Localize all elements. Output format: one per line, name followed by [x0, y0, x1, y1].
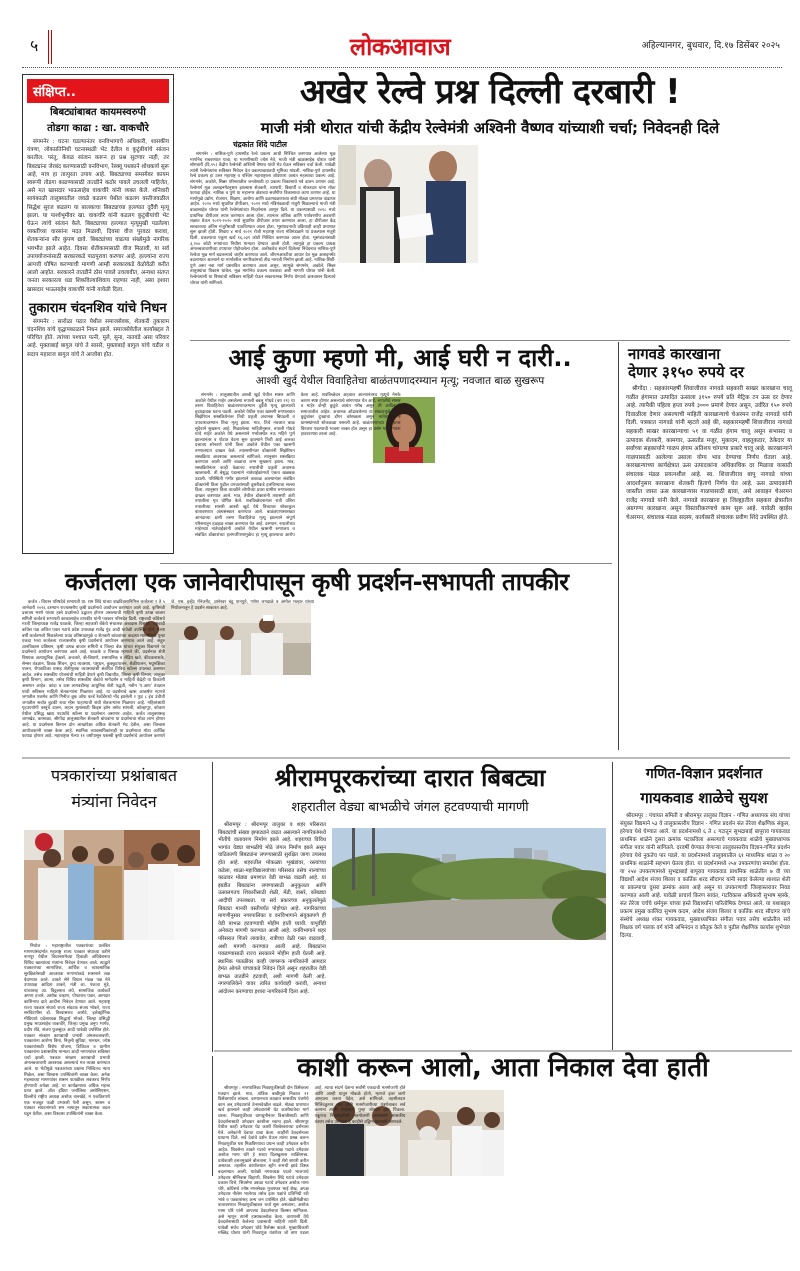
bibtya-headline: श्रीरामपूरकरांच्या दारात बिबट्या: [274, 764, 546, 792]
brief-box: [22, 74, 174, 554]
patrakar-photo: [24, 830, 200, 940]
column-divider: [612, 762, 613, 1052]
mother-body: संगमनेर : तालुक्यातील आश्वी खुर्द येथील सासर आणि अकोले येथील माहेर असलेल्या रुपाली बबलू गोधडे (वय २१) या तरुण विवाहितेचा बाळंतपणादरम्यान दुर्दैवी मृत्यू झाल्याची हृदयद्रावक घटना घडली. अकोले येथील एका खासगी रुग्णालयात सिझेरियन शस्त्रक्रियेनंतर तिची प्रकृती अचानक बिघडली व उपचारादरम्यान तिचा मृत्यू झाला. मात्र, तिचे नवजात बाळ सुदैवाने सुखरूप आहे. मिळालेल्या माहितीनुसार, रुपाली गोधडे यांचे माहेर अकोले येथे असल्याने गर्भावस्थेत नऊ महिने पूर्ण झाल्यानंतर व पोटात वेदना सुरू झाल्याने तिची आई अलका दत्तात्रय सोनवणे यांनी तिला अकोले येथील एका खासगी रुग्णालयात दाखल केले. तपासणीनंतर डॉक्टरांनी सिझेरियन शस्त्रक्रिया आवश्यक असल्याचे सांगितले. त्यानुसार शस्त्रक्रिया करण्यात आली आणि बाळाचा जन्म सुखरूप झाला. मात्र, शस्त्रक्रियेनंतर काही वेळातच रुपालीची प्रकृती अचानक खालावली. ती बेशुद्ध पडल्याने नातेवाईकांमध्ये एकच खळबळ उडाली. परिस्थिती गंभीर झाल्याने तत्काळ आल्यानंतर संबंधित डॉक्टरांनी तिला पुढील उपचारांसाठी दुसरीकडे हलविण्याचा सल्ला दिला. त्यानुसार तिला तातडीने लोणीच्या प्रवरा ग्रामीण रुग्णालयात दाखल करण्यात आले. मात्र, तेथील डॉक्टरांनी तपासणी अंती रुपालीला मृत घोषित केले. शवविच्छेदनानंतर रात्री उशिरा रुपालीच्या सासरी आश्वी खुर्द येथे तिच्यावर शोकाकुल वातावरणात अंत्यसंस्कार करण्यात आले. बाळंतपणासारख्या आनंदाच्या क्षणी तरुण विवाहितेचा मृत्यू झाल्याने संपूर्ण परिसरातून हळहळ व्यक्त करण्यात येत आहे. दरम्यान, रुपालीच्या माहेरच्या नातेवाईकांनी अकोले येथील खासगी रुग्णालय व संबंधित डॉक्टरांच्या हलगर्जीपणामुळेच हा मृत्यू झाल्याचा आरोप केला आहे. शवविच्छेदन अहवाल आल्यानंतरच मृत्यूचे नेमके कारण स्पष्ट होणार असल्याचे सांगण्यात येत आहे. रुपालीचे सासर व माहेर दोन्ही कुटुंबे अत्यंत गरीब असून ती आदिवासी समाजातील आहेत. अचानक ओढावलेल्या या संकटामुळे दोन्ही कुटुंबांवर दुःखाचा डोंगर कोसळला असून नातेवाईक व ग्रामस्थांमध्ये शोककळा पसरली आहे. बाळंतपणाच्या आनंदावर विरजण पडल्याची भावना व्यक्त होत असून हा प्रसंग गावकऱ्यांना हादरवणारा ठरला आहे.: [195, 393, 401, 538]
brief-story1-title-line1: बिबट्यांबाबत कायमस्वरुपी: [50, 107, 146, 118]
section-divider: [22, 757, 790, 759]
mother-headline: आई कुणा म्हणो मी, आई घरी न दारी..: [228, 344, 572, 372]
patrakar-title-line1: पत्रकारांच्या प्रश्नांबाबत: [51, 766, 177, 785]
mother-subhead: आश्वी खुर्द येथील विवाहितेचा बाळंतपणादरम्यान मृत्यू; नवजात बाळ सुखरूप: [255, 375, 545, 387]
sugar-title-line2: देणार ३१५० रुपये दर: [628, 363, 744, 381]
lead-subhead: माजी मंत्री थोरात यांची केंद्रीय रेल्वेमंत्री अश्विनी वैष्णव यांच्याशी चर्चा; निवेदनही दिले: [260, 119, 720, 137]
bibtya-photo: [332, 828, 606, 940]
brief-story2-body: संगमनेर : सारोळा पठार येथील समाजसेवक, शेतकरी तुकाराम चंदनशिव यांचे वृद्धापकाळाने निधन झाले. समाजसेवेतील कार्याबद्दल ते परिचित होते. त्यांच्या पश्चात पत्नी, मुले, सुना, नातवंडे असा परिवार आहे. मुक्ताबाई बागुल यांचे ते सासरे, मुक्ताबाई बागुल यांचे वडील व सदाप महाराज बागुल यांचे ते आजोबा होत.: [27, 318, 169, 358]
divider: [160, 563, 612, 564]
bibtya-subhead: शहरातील वेड्या बाभळीचे जंगल हटवण्याची मागणी: [291, 800, 529, 815]
ganit-body: श्रीरामपूर : पंचायत समिती व श्रीरामपूर तालुका विज्ञान - गणित अध्यापक संघ यांच्या संयुक्त विद्यमाने ५३ वे तालुकास्तरीय विज्ञान - गणित प्रदर्शन संत तेरेजा शैक्षणिक संकुल, हरेगाव येथे घेण्यात आले. या प्रदर्शनामध्ये ६ ते ८ गटातून सुभद्राबाई बापूराव गायकवाड प्राथमिक शाळेने दुसरा क्रमांक पटकविला असल्याचे गायकवाड शाळेचे मुख्याध्यापक संगीता पवार यांनी सांगितले. दरवर्षी घेण्यात येणाऱ्या तालुकास्तरीय विज्ञान-गणित प्रदर्शन हरेगाव येथे नुकतेच पार पडले. या प्रदर्शनामध्ये तालुक्यातील ६१ माध्यमिक शाळा व २० प्राथमिक शाळांनी सहभाग घेतला होता. या प्रदर्शनामध्ये २५४ उपकरणांचा समावेश होता. या २५४ उपकरणामध्ये सुभद्राबाई बापूराव गायकवाड प्राथमिक शाळेतील ७ वी च्या विद्यार्थी आदेश संजय शिलार व कार्तिक शरद सौदागर यांनी सादर केलेल्या शाश्वत शेती या प्रकल्पाचा दुसरा क्रमांक आला आहे असून या उपकरणाची जिल्हास्तरावर निवड करण्यात आली आहे. यावेळी प्राचार्य किरण सावंत, गटविकास अधिकारी सुभाष म्हस्के, संत तेरेजा चर्चचे धर्मगुरू यांच्या हस्ते विद्यार्थ्यांना पारितोषिक देण्यात आले. या यशाबद्दल प्रकल्प प्रमुख कालिंदा सुभाष कदम, आदेश संजय शिलार व कार्तिक शरद सौदागर यांचे संस्थेचे अध्यक्ष शंकर गायकवाड, मुख्याध्यापिका संगीता पवार तसेच शाळेतील सर्व शिक्षक वर्ग पालक वर्ग यांनी अभिनंदन व कौतुक केले व पुढील शैक्षणिक कार्यास शुभेच्छा दिल्या.: [620, 813, 790, 939]
sugar-body: श्रीगोंदा : सहकारमहर्षी शिवाजीराव नागवडे सहकारी साखर कारखाना चालू गळीत हंगामात उत्पादित ऊसाला ३१५० रुपये प्रति मेट्रिक टन ऊस दर देणार आहे. त्यापैकी पहिला हप्ता रुपये ३००० प्रमाणे देणार असून, उर्वरित १५० रुपये दिवाळीला देणार असल्याची माहिती कारखान्याचे चेअरमन राजेंद्र नागवडे यांनी दिली. पत्रकात नागवडे यांनी म्हटले आहे की, सहकारमहर्षी शिवाजीराव नागवडे सहकारी साखर कारखान्याचा ५१ वा गळीत हंगाम चालू असून सभासद व उत्पादक शेतकरी, कामगार, ऊसतोड मजूर, मुकादम, वाहतूकदार, ठेकेदार या सर्वांच्या सहकार्याने गाळप हंगाम अतिशय चांगल्या प्रकारे चालू आहे. कारखान्याने गाळपासाठी आलेल्या उसाला योग्य भाव देण्याचा निर्णय घेतला आहे. कारखान्याच्या कार्यक्षेत्रात ऊस उत्पादकांना अधिकाधिक दर मिळावा यासाठी संचालक मंडळ प्रयत्नशील आहे. स्व. शिवाजीराव बापू नागवडे यांच्या आदर्शानुसार कारखाना शेतकरी हिताचे निर्णय घेत आहे. ऊस उत्पादकांनी जास्तीत जास्त ऊस कारखान्यास गाळपासाठी द्यावा, असे आवाहन चेअरमन राजेंद्र नागवडे यांनी केले. नागवडे कारखाना हा जिल्ह्यातील सहकार क्षेत्रातील अग्रगण्य कारखाना असून विस्तारीकरणाचे काम सुरू आहे. यावेळी व्हाईस चेअरमन, संचालक मंडळ सदस्य, कार्यकारी संचालक प्रवीण शिंदे उपस्थित होते.: [626, 386, 792, 521]
masthead-rule: [22, 67, 782, 68]
column-divider: [212, 1056, 213, 1176]
brief-story1-title-line2: तोडगा काढा : खा. वाकचौरे: [47, 123, 149, 134]
patrakar-body: निघोज : महाराष्ट्रातील पत्रकारांच्या प्रलंबित मागण्यांसंदर्भात महाराष्ट्र राज्य पत्रकार संघाच्या वतीने नागपूर येथील विधानसभेच्या हिवाळी अधिवेशनात विविध खात्यांच्या मंत्र्यांना निवेदन देण्यात आले. त्याद्वारे पत्रकारांच्या सामाजिक, आर्थिक व व्यावसायिक सुरक्षिततेसाठी आवश्यक मागण्यांकडे शासनाने लक्ष वेधण्यात आले. ठाकरे सेने विधान मंडळ पक्ष नेते उपाध्यक्ष आदित्य ठाकरे, मंत्री आ. पंकजा मुंडे, यांच्यासह आ. विठ्ठलराव लंघे, सामाजिक कार्यकर्ते अण्णा हजारे, अशोक चव्हाण, पोपटराव पवार, आमदार काशिनाथ दाते आदींना निवेदन देण्यात आले. महाराष्ट्र राज्य पत्रकार संघाचे राज्य संघटक संजय भोकरे, राज्य सरचिटणीस डॉ. विश्वासराव आरोटे, इलेक्ट्रॉनिक मीडियाचे प्रदेशाध्यक्ष सिद्धार्थ भोकरे, जिल्हा प्रसिद्धी प्रमुख भाऊसाहेब वाकचौरे, जिल्हा प्रमुख अनुप भार्गव, प्रदीप शेंडे, संजय फुलसुंदर आदी यावेळी उपस्थित होते. पत्रकार संरक्षण कायद्याची प्रभावी अंमलबजावणी, पत्रकारांना आरोग्य विमा, निवृत्ती सुविधा, मानधन, ज्येष्ठ पत्रकारांसाठी विशेष योजना, डिजिटल व ग्रामीण पत्रकारांना प्रशासकीय मान्यता आदी मागण्यांवर सविस्तर चर्चा झाली. पत्रकार संरक्षण कायद्याची प्रभावी अंमलबजावणी आवश्यक असल्याचे मत व्यक्त करण्यात आले. या भेटीमुळे पत्रकारांच्या प्रश्नांना निश्चितच न्याय मिळेल, असा विश्वास उपस्थितांनी व्यक्त केला. अनेक महत्त्वाच्या मागण्यांवर शासन पातळीवर लवकरच निर्णय होण्याची अपेक्षा आहे. या कार्यक्रमाला अधिक महत्त्व प्राप्त झाले. ऑल इंडिया जर्नालिस्ट असोसिएशन, दिल्लीचे राष्ट्रीय अध्यक्ष अशोक वानखेडे, म एकत्रितपणे एक मजबूत फळी उभारली गेली असून, शासन व पत्रकार संघटनांमध्ये सम न्वयातून सकारात्मक बदल घडून येतील, असा विश्वास उपस्थितांनी व्यक्त केला.: [24, 944, 110, 1117]
krushi-body: कर्जत : विधान परिषदेचे सभापती प्रा. राम शिंदे यांच्या वाढदिवसानिमित्त कर्जतला १ ते ५ जानेवारी २०२६ दरम्यान राज्यस्तरीय कृषी प्रदर्शनाचे आयोजन करण्यात आले आहे. कृषिमंत्री दत्तात्रय भरणे यांच्या हस्ते प्रदर्शनाचे उद्घाटन होणार असल्याची माहिती कृषी उत्पन्न बाजार समिती कर्जतचे सभापती काकासाहेब तापकीर यांनी पत्रकार परिषदेत दिली. राष्ट्रवादी काँग्रेसचे माजी जिल्हाध्यक्ष राजेंद्र फाळके, जिल्हा सहकारी बँकेचे संचालक अंबादास पिसाळ, राष्ट्रवादी काँग्रेस पक्ष अजित पवार गटाचे प्रदेश उपाध्यक्ष राजेंद्र गुंड आदी यावेळी उपस्थित होते. गेल्या वर्षी कर्जतमध्ये मिळालेल्या प्रचंड प्रतिसादामुळे व शेतकरी बांधवांच्या वाढत्या मागणीमुळे पुन्हा एकदा भव्य कर्जतला राज्यस्तरीय कृषी प्रदर्शनाचे आयोजन करण्यात आले आहे. सद्गुरु ज्ञानविकास प्रतिष्ठान, कृषी उत्पन्न बाजार समिती व जिल्हा बँक यांच्या संयुक्त विद्यमाने या प्रदर्शनाचे आयोजन करण्यात आले आहे. फाळके व पिसाळ म्हणाले की, प्रदर्शनात शेती विषयक अत्याधुनिक ट्रॅक्टर्स, अवजारे, बी-बियाणे, रासायनिक व सेंद्रिय खते, कीटकनाशके, सेन्सर तंत्रज्ञान, ठिबक सिंचन, दुग्ध व्यवसाय, पशुधन, कुक्कुटपालन, शेळीपालन, मधुमक्षिका पालन, रोपवाटिका यासह शेतीमूलक व्यवसायांशी संबंधित विविध स्टॉल्स उपलब्ध असणार आहेत. तसेच शासकीय योजनांची माहिती देणारे कृषी विद्यापीठ, जिल्हा कृषी विभाग, तालुका कृषी विभाग, आत्मा, तसेच विविध शासकीय बँकांचे मार्गदर्शन व माहिती केंद्रेही या ठिकाणी असणार आहेत. कांदा व ऊस लागवडीसह आधुनिक शेती पद्धती, नवीन 'ए.आय' तंत्रज्ञान यांची सविस्तर माहिती शेतकऱ्यांना मिळणार आहे. या प्रदर्शनाचे खास आकर्षण म्हणजे जगातील एकमेव आणि गिनीज बुक ऑफ वर्ल्ड रेकॉर्डमध्ये नोंद झालेली २ फूट ८ इंच उंचीची जगातील सर्वात बुटकी राधा म्हैस पाहण्याची संधी शेतकऱ्यांना मिळणार आहे. महिलांसाठी गृहउपयोगी वस्तूंचे दालन, लहान मुलांसाठी किड्स झोन तसेच सांगली, कोल्हापूर, कोकण येथील प्रसिद्ध खाद्य पदार्थांचे स्टॉल्स या प्रदर्शनात असणार आहेत. कर्जत तालुक्यासह जामखेड, करमाळा, श्रीगोंदा तालुक्यातील शेतकरी बांधवांना या प्रदर्शनाचा मोठा लाभ होणार आहे. या प्रदर्शनास किमान दोन लाखांपेक्षा अधिक शेतकरी भेट देतील, असा विश्वास आयोजकांनी व्यक्त केला आहे. स्थानिक व्यावसायिकांनाही या प्रदर्शनाचा मोठा आर्थिक फायदा होणार आहे. महाराष्ट्रात गेल्या ११ वर्षांपासून यशस्वी कृषी प्रदर्शनांचे आयोजन करणारे जे. एस. इव्हेंट मॅनेजमेंट, ज्ञानेश्वर बंडू पानपुते, गणेश जगदाळे व अमोल मल्हार यांच्या नियोजनातून हे प्रदर्शन साकारत आहे.: [22, 600, 314, 740]
ganit-title-line1: गणित-विज्ञान प्रदर्शनात: [645, 766, 763, 782]
brief-story1-body: संगमनेर : घटना घडल्यानंतर वनविभागाचे अधिकारी, शासकीय यंत्रणा, लोकप्रतिनिधी घटनास्थळी भेट देतील व कुटुंबीयांचे सांत्वन करतील. परंतु, केवळ सांत्वन करून हा प्रश्न सुटणार नाही, तर बिबट्यांना जेरबंद करण्यासाठी वनविभाग, रेस्क्यू पथकाने शोधकार्य सुरू आहे, मात्र हा तात्पुरता उपाय आहे. बिबट्याच्या समस्येवर कायम स्वरूपी तोडगा काढण्यासाठी तातडीने कठोर पावले उचलली पाहिजेत, असे मत खासदार भाऊसाहेब वाकचौरे यांनी व्यक्त केले. शनिवारी सायंकाळी तालुक्यातील जवळे कडलग येथील कडलग वस्तीजवळील सिद्धेश सुरज कडलग या बालकाचा बिबट्याच्या हल्ल्यात दुर्दैवी मृत्यू झाला. या पार्श्वभूमीवर खा. वाकचौरे यांनी कडलग कुटुंबीयांची भेट घेऊन त्यांचे सांत्वन केले. बिबट्याच्या हल्ल्यात मृत्युमुखी पडलेल्या व्यक्तींच्या वारसांना मदत मिळावी, दिवसा वीज पुरवठा करावा, शेतकऱ्यांना सौर कुंपण द्यावे. बिबट्यांच्या वाढत्या संख्येमुळे नागरिक भयभीत झाले आहेत. दिवसा शेतीकामासाठी वीज मिळावी, या सर्व उपाययोजनांसाठी सरकारकडे पाठपुरावा करणार आहे. हल्ल्यांना राज्य आपत्ती घोषित करण्याची मागणी आम्ही सरकारकडे वेळोवेळी करीत आलो आहोत. सरकारने तातडीने ठोस पावले उचलावीत, अन्यथा संतप्त जनता सरकारला धडा शिकविल्याशिवाय राहणार नाही, असा इशारा खासदार भाऊसाहेब वाकचौरे यांनी यावेळी दिला.: [27, 139, 169, 293]
column-divider: [212, 762, 213, 1052]
lead-headline: अखेर रेल्वे प्रश्न दिल्ली दरबारी !: [299, 72, 681, 112]
group-photo-illustration: [24, 830, 200, 940]
patrakar-title-line2: मंत्र्यांना निवेदन: [71, 792, 157, 811]
dateline: अहिल्यानगर, बुधवार, दि.१७ डिसेंबर २०२५: [641, 41, 780, 51]
krushi-headline: कर्जतला एक जानेवारीपासून कृषी प्रदर्शन-सभापती तापकीर: [65, 568, 569, 596]
divider: [190, 340, 790, 341]
babhul-jungle-illustration: [332, 828, 606, 940]
brief-story2-title: तुकाराम चंदनशिव यांचे निधन: [29, 300, 167, 316]
page-number: ५: [30, 36, 39, 55]
brief-label: संक्षिप्त..: [27, 79, 169, 103]
lead-col-1: [190, 140, 330, 152]
newspaper-logo: लोकआवाज: [349, 33, 451, 61]
bibtya-body: श्रीरामपूर : श्रीरामपूर तालुका व शहर परिसरात बिबट्यांची संख्या झपाट्याने वाढत असल्याने नागरिकांमध्ये भीतीचे वातावरण निर्माण झाले आहे. शहराच्या विविध भागांत वेड्या बाभळीचे मोठे जंगल निर्माण झाले असून याठिकाणी बिबट्यांना लपण्यासाठी सुरक्षित जागा उपलब्ध होत आहे. शहरातील मोकळ्या भूखंडांवर, रस्त्यांच्या कडेला, शाळा-महाविद्यालयांच्या परिसरात तसेच नाल्यांच्या काठावर मोठ्या प्रमाणात वेडी बाभळ वाढली आहे. या झाडीत बिबट्यांना लपण्यासाठी अनुकूलता आणि ऊसालगतच शिकारीसाठी शेळी, मेंढी, वासरे, कोंबड्या आदींची उपलब्धता. या सर्व प्रकारच्या अनुकूलतेमुळे बिबट्या मानवी वस्तीपर्यंत पोहोचत आहे. नागरिकांच्या मागणीनुसार नगरपालिका व वनविभागाने संयुक्तपणे ही वेडी बाभळ हटवण्याची मोहीम हाती घ्यावी. यापूर्वीही अनेकदा मागणी करण्यात आली आहे. वनविभागाने शहर परिसरात पिंजरे लावावेत, रात्रीच्या वेळी गस्त वाढवावी, अशी मागणी करण्यात आली आहे. बिबट्यांना पकडण्यासाठी राज्य सरकारने मोहीम हाती घेतली आहे. स्थानिक पातळीवर काही जागरूक नागरिकांनी आमदार हेमंत ओगले यांच्याकडे निवेदन दिले असून शहरातील वेडी बाभळ तातडीने हटवावी, अशी मागणी केली आहे. नगरपालिकेने यावर त्वरित कार्यवाही करावी, अन्यथा आंदोलन करण्याचा इशारा नागरिकांनी दिला आहे.: [218, 822, 326, 996]
lead-byline: चंद्रकांत शिंदे पाटील: [233, 140, 287, 149]
kashi-body: श्रीरामपूर : नगरपालिका निवडणुकीसाठी दोन डिसेंबरला मतदान झाले. मात्र, तांत्रिक बाबींमुळे निकाल २१ डिसेंबरपर्यंत लांबला. दरम्यानच्या काळात शासकीय यंत्रणेचे काम अन् उमेदवारांचे टेन्शनदेखील वाढले. मोठ्या प्रमाणात खर्च झाल्याने काही उमेदवारांनी थेट काशीयात्रेचा मार्ग धरला. निवडणुकीच्या धामधुमीनंतर विश्रांतीसाठी आणि देवदर्शनासाठी उमेदवार काशीला रवाना झाले. श्रीरामपूर येथील काही उमेदवार थेट काशी विश्वेश्वराच्या दर्शनाला गेले. अनेकांनी देवाचा धावा केला. काहींनी देवदर्शनाला प्राधान्य दिले. सर्व देवांचे दर्शन घेऊन त्यांना प्रसन्न करून निवडणुकीत यश मिळविण्याचा प्रयत्न काही उमेदवार करीत आहेत. शिवसेना ठाकरे गटाचे नगराध्यक्ष पदाचे उमेदवार अशोक मामा थोरे हे सध्या दिलखुलास व्यक्तिमत्त्व. प्रत्येकाशी हसतमुखाने बोलताना, रे काही शेरो शायरी करीत असतात. तहसील कार्यालयात स्ट्रॉंग रूमची झाडे डिस्क बदलण्यात आली. यावेळी नगराध्यक्ष पदाचे भाजपाचे उमेदवार श्रीनिवास बिहाणी, शिवसेना शिंदे गटाचे उमेदवार प्रकाश चित्ते, शिवसेना उबाठा गटाचे उमेदवार अशोक मामा थोरे, काँग्रेसचे ज्येष्ठ नगरसेवक मुजफ्फर भाई शेख, अपक्ष उमेदवार नीलेश भालेराव तसेच इतर पक्षांचे प्रतिनिधी रवी भांबे व पत्रकारांसह अन्य जन उपस्थित होते. खेळीमेळीच्या वातावरणात निवडणुकीबाबत चर्चा सुरू असताना, अशोक मामा थोरे यांनी आपल्या देवदर्शनाचा किस्सा सांगितला. असे म्हणून त्यांनी हास्यकल्लोळ केला. वाराणसी येथे देवदर्शनासाठी केलेल्या प्रवासाची माहिती त्यांनी दिली. यावेळी सर्वच उमेदवार थोडे रिलॅक्स वाटले. मुख्याधिकारी मच्छिंद्र घोलप यांनी निवडणूक यंत्रणेवर जो ताण पडला आहे, त्याचा संदर्भ देताना सर्वांनी एकदाची मतमोजणी होते आणि आम्ही यातून मोकळे होतो, म्हणजे इतर जाणे आम्हाला करता येईल, असे सांगितले. तहसीलदार मिलिंदकुमार वाघ यांनी मतमोजणीच्या यंत्रणेबाबत सर्व कल्पना त्यांनी मांडल्याने पुन्हा जोरदार हशा पिकला. एकूणच निवडणुकीची मतमोजणी लांबल्याने शासकीय यंत्रणा तसेच उमेदवार हे काहीसे उद्विग्न झाल्याने जाणवले.: [218, 1086, 406, 1237]
lead-body: संगमनेर : नाशिक-पुणे हायस्पीड रेल्वे प्रकल्प आधी निश्चित करण्यात आलेल्या मूळ मार्गानेच राबवण्यात यावा, या मागणीसाठी ज्येष्ठ नेते, माजी मंत्री बाळासाहेब थोरात यांनी सोमवारी (दि.१५) केंद्रीय रेल्वेमंत्री अश्विनी वैष्णव यांची भेट घेऊन सविस्तर चर्चा केली. यावेळी त्यांनी रेल्वेमंत्र्यांना सविस्तर निवेदन देत प्रकल्पाबाबतची भूमिका मांडली. नाशिक-पुणे हायस्पीड रेल्वे प्रकल्प हा उत्तर महाराष्ट्र व पश्चिम महाराष्ट्राला जोडणारा अत्यंत महत्त्वाचा प्रकल्प आहे. संगमनेर, अकोले, सिन्नर परिसरातील जनतेसाठी हा प्रकल्प विकासाचे नवे दालन ठरणार आहे. रेल्वेमार्ग मूळ अलाइनमेंटनुसार झाल्यास शेतकरी, व्यापारी, विद्यार्थी व नोकरदार यांना मोठा फायदा होईल. नाशिक व पुणे या महानगर क्षेत्राच्या सर्वांगीण विकासाचा कणा ठरणार आहे. या मार्गामुळे उद्योग, रोजगार, शिक्षण, आरोग्य आणि दळणवळणाच्या संधी मोठ्या प्रमाणात वाढणार आहेत. २०२० मध्ये सुधारित डीपीआर, २०२१ मध्ये मंत्रिमंडळाची मंजुरी मिळाल्याचे माजी मंत्री बाळासाहेब थोरात यांनी रेल्वेमंत्र्यांच्या निदर्शनास आणून दिले. या प्रकल्पासाठी २०१८ मध्ये प्राथमिक डीपीआर तयार करण्यात आला होता. त्यानंतर तांत्रिक आणि पर्यावरणीय अडचणी लक्षात घेऊन २०१९-२०२० मध्ये सुधारित डीपीआर तयार करण्यात आला. हा डीपीआर केंद्र सरकारच्या अंतिम मंजुरीसाठी पाठविण्यात आला होता. भूसंपादनाची प्रक्रियाही काही प्रमाणात सुरू झाली होती. शिवाय ४ मार्च २०२१ रोजी महाराष्ट्र राज्य मंत्रिमंडळाने या प्रकल्पास मंजुरी दिली. प्रकल्पाचा एकूण खर्च १६,०३९ कोटी निश्चित करण्यात आला होता. भूसंपादनासाठी ३,२०० कोटी रुपयांच्या निधीस मान्यता देण्यात आली होती. त्यामुळे हा प्रकल्प प्रत्यक्ष अंमलबजावणीच्या टप्प्यावर पोहोचलेला होता. अलीकडेच संदर्भ दिलेल्या निवेदनात नाशिक-पुणे रेल्वेचा मूळ मार्ग बदलल्याचे जाहीर करण्यात आले. जीएमआरटीचा आधार देत मूळ अलाइनमेंट बदलण्यात आल्याने या मार्गावरील नागरिकांमध्ये तीव्र नाराजी निर्माण झाली आहे. नाशिक-शिर्डी-पुणे असा नवा मार्ग प्रस्तावित करण्यात आला असून, त्यामुळे संगमनेर, अकोले, सिन्नर तालुक्यांचा विकास थांबेल. मूळ मार्गानेच प्रकल्प राबवावा अशी मागणी थोरात यांनी केली. रेल्वेमंत्र्यांनी या विषयाची सविस्तर माहिती घेऊन सकारात्मक निर्णय घेण्याचे आश्वासन दिल्याचे थोरात यांनी सांगितले.: [190, 152, 336, 286]
ganit-title-line2: गायकवाड शाळेचे सुयश: [640, 789, 768, 807]
kashi-headline: काशी करून आलो, आता निकाल देवा हाती: [297, 1053, 709, 1083]
column-divider: [618, 342, 619, 750]
sugar-title-line1: नागवडे कारखाना: [628, 345, 721, 363]
